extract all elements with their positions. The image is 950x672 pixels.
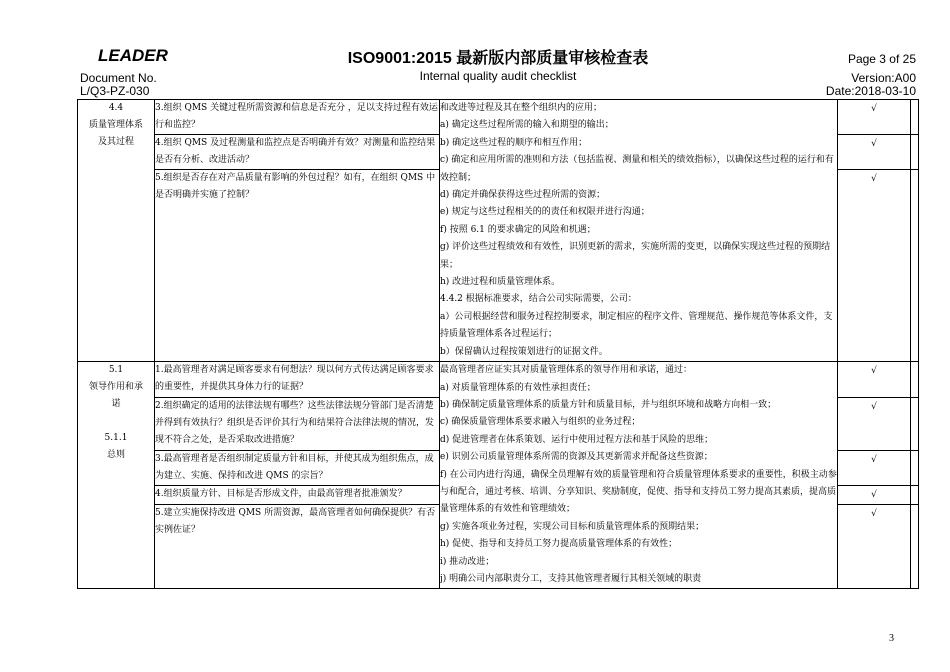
- clause-cell-5-1: [78, 362, 155, 589]
- blank-cell: [911, 397, 919, 450]
- question-cell: 5.建立实施保持改进 QMS 所需资源，最高管理者如何确保提供？有否实例佐证？: [155, 504, 440, 589]
- question-cell: 3.组织 QMS 关键过程所需资源和信息是否充分 ，足以支持过程有效运行和监控？: [155, 100, 440, 135]
- clause-title: 领导作用和承: [88, 382, 143, 393]
- question-cell: 5.组织是否存在对产品质量有影响的外包过程？如有，在组织 QMS 中是否明确并实施了控制？: [155, 170, 440, 362]
- requirement-line: g) 实施各项业务过程，实现公司目标和质量管理体系的预期结果；: [440, 521, 705, 532]
- requirement-line: 最高管理者应证实其对质量管理体系的领导作用和承诺，通过：: [440, 365, 693, 376]
- question-cell: 3.最高管理者是否组织制定质量方针和目标，并使其成为组织焦点，成为建立、实施、保持和改进 QMS 的宗旨？: [155, 450, 440, 486]
- requirement-line: h) 改进过程和质量管理体系。: [440, 277, 561, 288]
- blank-cell: [911, 135, 919, 170]
- requirement-line: b）保留确认过程按策划进行的证据文件。: [440, 346, 608, 357]
- requirement-line: e) 规定与这些过程相关的的责任和权限并进行沟通；: [440, 207, 650, 218]
- requirement-cell-4-4: [440, 100, 838, 362]
- requirement-line: a) 对质量管理体系的有效性承担责任；: [440, 382, 596, 393]
- requirement-line: f) 按照 6.1 的要求确定的风险和机遇；: [440, 224, 596, 235]
- requirement-line: e) 识别公司质量管理体系所需的资源及其更新需求并配备这些资源；: [440, 452, 713, 463]
- check-mark: √: [871, 366, 877, 377]
- requirement-line: c) 确保质量管理体系要求融入与组织的业务过程；: [440, 417, 641, 428]
- clause-number: 5.1.1: [104, 433, 128, 444]
- conformity-cell: [838, 135, 911, 170]
- requirement-line: 4.4.2 根据标准要求，结合公司实际需要，公司：: [440, 294, 637, 305]
- check-mark: √: [871, 508, 877, 519]
- clause-title: 及其过程: [97, 137, 134, 147]
- requirement-line: c) 确定和应用所需的准则和方法（包括监视、测量和相关的绩效指标），以确保这些过程的运行和有效控制；: [440, 155, 834, 183]
- requirement-line: h) 促使、指导和支持员工努力提高质量管理体系的有效性；: [440, 539, 678, 550]
- requirement-line: f) 在公司内进行沟通，确保全员理解有效的质量管理和符合质量管理体系要求的重要性，积极主动参与和配合，通过考核、培训、分享知识、奖励制度，促使、指导和支持员工努力提高其素质，提高质量管理体系的有效性和管理绩效；: [440, 469, 837, 515]
- blank-cell: [911, 450, 919, 486]
- company-logo: LEADER: [98, 46, 168, 65]
- table-row: [78, 100, 919, 135]
- requirement-line: a）公司根据经营和服务过程控制要求，制定相应的程序文件、管理规范、操作规范等体系文件，支持质量管理体系各过程运行；: [440, 311, 833, 340]
- page-indicator: Page 3 of 25: [847, 52, 916, 66]
- table-row: [78, 362, 919, 398]
- clause-title: 质量管理体系: [88, 120, 143, 130]
- clause-title: 诺: [111, 399, 121, 410]
- blank-cell: [911, 170, 919, 362]
- requirement-line: d) 确定并确保获得这些过程所需的资源；: [440, 190, 606, 201]
- requirement-line: b) 确定这些过程的顺序和相互作用；: [440, 137, 588, 148]
- document-number-label: Document No.: [80, 71, 157, 85]
- conformity-cell: [838, 100, 911, 135]
- question-cell: 4.组织 QMS 及过程测量和监控点是否明确并有效？对测量和监控结果是否有分析、改进活动？: [155, 135, 440, 170]
- date-label: Date:2018-03-10: [825, 84, 916, 98]
- conformity-cell: [838, 486, 911, 504]
- check-mark: √: [871, 139, 877, 150]
- document-subtitle: Internal quality audit checklist: [419, 69, 577, 83]
- audit-checklist-table: [77, 99, 919, 589]
- requirement-line: j) 明确公司内部职责分工，支持其他管理者履行其相关领域的职责: [440, 573, 702, 584]
- conformity-cell: [838, 170, 911, 362]
- requirement-line: b) 确保制定质量管理体系的质量方针和质量目标，并与组织环境和战略方向相一致；: [440, 399, 777, 410]
- check-mark: √: [871, 401, 877, 412]
- conformity-cell: [838, 397, 911, 450]
- check-mark: √: [871, 174, 877, 185]
- requirement-line: 和改进等过程及其在整个组织内的应用；: [440, 103, 603, 113]
- blank-cell: [911, 100, 919, 135]
- clause-number: 4.4: [108, 103, 124, 113]
- page-header: [80, 44, 916, 98]
- clause-title: 总则: [106, 450, 125, 461]
- blank-cell: [911, 486, 919, 504]
- conformity-cell: [838, 450, 911, 486]
- blank-cell: [911, 504, 919, 589]
- check-mark: √: [871, 490, 877, 501]
- version-label: Version:A00: [851, 71, 916, 85]
- page-number: 3: [889, 633, 894, 644]
- requirement-line: i) 推动改进；: [440, 556, 495, 567]
- question-cell: 1.最高管理者对满足顾客要求有何想法？现以何方式传达满足顾客要求的重要性，并提供其身体力行的证据？: [155, 362, 440, 398]
- requirement-line: a) 确定这些过程所需的输入和期望的输出；: [440, 120, 614, 131]
- document-id: L/Q3-PZ-030: [80, 84, 150, 98]
- conformity-cell: [838, 362, 911, 398]
- requirement-line: g) 评价这些过程绩效和有效性，识别更新的需求，实施所需的变更，以确保实现这些过程的预期结果；: [440, 242, 831, 270]
- conformity-cell: [838, 504, 911, 589]
- question-cell: 2.组织确定的适用的法律法规有哪些？这些法律法规分管部门是否清楚并得到有效执行？组织是否评价其行为和结果符合法律法规的情况，发现不符合之处，是否采取改进措施？: [155, 397, 440, 450]
- clause-cell-4-4: [78, 100, 155, 362]
- question-cell: 4.组织质量方针、目标是否形成文件，由最高管理者批准颁发？: [155, 486, 440, 504]
- check-mark: √: [871, 454, 877, 465]
- requirement-line: d) 促进管理者在体系策划、运行中使用过程方法和基于风险的思维；: [440, 434, 714, 445]
- check-mark: √: [871, 104, 877, 114]
- clause-number: 5.1: [108, 365, 124, 376]
- requirement-cell-5-1: [440, 362, 838, 589]
- blank-cell: [911, 362, 919, 398]
- document-title: ISO9001:2015 最新版内部质量审核检查表: [347, 50, 649, 67]
